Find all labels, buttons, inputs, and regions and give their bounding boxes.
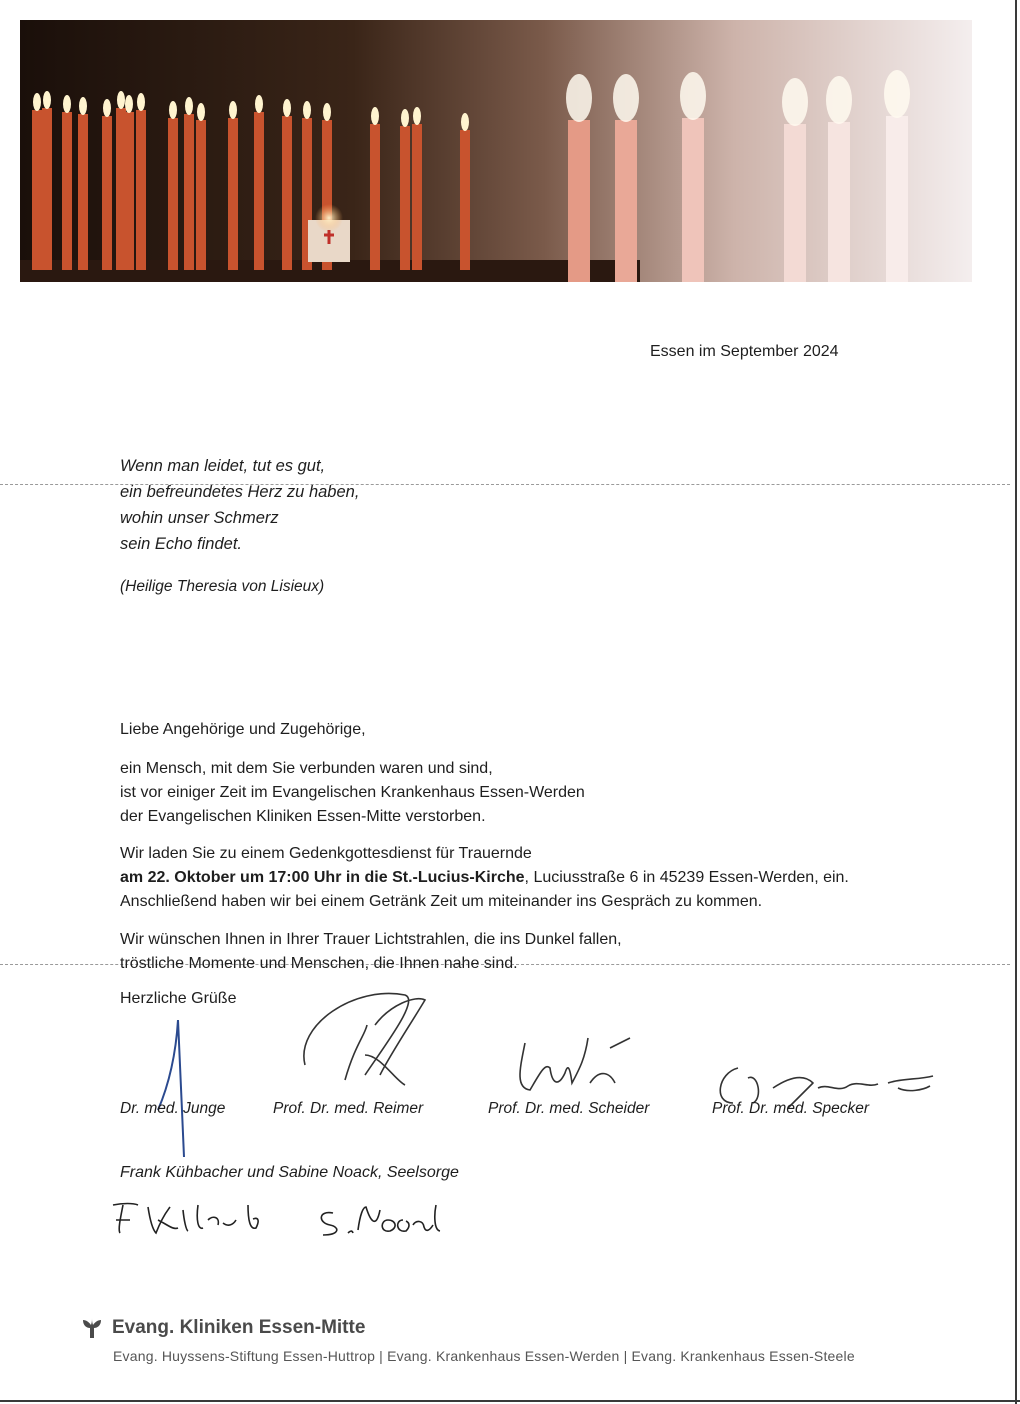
event-address: , Luciusstraße 6 in 45239 Essen-Werden, ein.: [524, 869, 849, 886]
signatory-name: Prof. Dr. med. Reimer: [273, 1100, 424, 1117]
paragraph-line: tröstliche Momente und Menschen, die Ihnen nahe sind.: [120, 955, 518, 972]
signature-scheider-drawing: [510, 1028, 640, 1098]
letter-greeting: Liebe Angehörige und Zugehörige,: [120, 721, 366, 738]
paragraph-line: Anschließend haben wir bei einem Getränk Zeit um miteinander ins Gespräch zu kommen.: [120, 893, 763, 910]
kliniken-logo-icon: [80, 1316, 104, 1340]
candles-header-image: [20, 20, 972, 282]
scan-edge-bottom: [0, 1400, 1020, 1402]
quote-line: Wenn man leidet, tut es gut,: [120, 457, 326, 475]
paragraph-announcement: [120, 757, 585, 829]
chaplains-line: Frank Kühbacher und Sabine Noack, Seelsorge: [120, 1164, 459, 1181]
signatory-name: Prof. Dr. med. Scheider: [488, 1100, 650, 1117]
paragraph-line: Wir wünschen Ihnen in Ihrer Trauer Lichtstrahlen, die ins Dunkel fallen,: [120, 931, 622, 948]
paragraph-line: ein Mensch, mit dem Sie verbunden waren und sind,: [120, 760, 493, 777]
clinic-logo: [80, 1316, 365, 1340]
footer-institutions: Evang. Huyssens-Stiftung Essen-Huttrop | Evang. Krankenhaus Essen-Werden | Evang. Krankenhaus Essen-Steele: [113, 1348, 855, 1364]
quote-line: sein Echo findet.: [120, 535, 242, 553]
paragraph-line: Wir laden Sie zu einem Gedenkgottesdienst für Trauernde: [120, 845, 532, 862]
paragraph-invitation: [120, 842, 849, 914]
quote-line: wohin unser Schmerz: [120, 509, 279, 527]
quote-block: [120, 453, 359, 557]
logo-text: Evang. Kliniken Essen-Mitte: [112, 1317, 366, 1338]
paragraph-line: der Evangelischen Kliniken Essen-Mitte verstorben.: [120, 808, 486, 825]
quote-line: ein befreundetes Herz zu haben,: [120, 483, 360, 501]
signatory-name: Prof. Dr. med. Specker: [712, 1100, 870, 1117]
paragraph-line: [120, 866, 849, 890]
closing-greeting: Herzliche Grüße: [120, 990, 237, 1007]
signature-reimer-drawing: [295, 985, 435, 1095]
quote-source: (Heilige Theresia von Lisieux): [120, 578, 325, 595]
paragraph-wishes: [120, 928, 622, 976]
date-line: Essen im September 2024: [650, 343, 839, 360]
signatory-name: Dr. med. Junge: [120, 1100, 226, 1117]
signature-junge-drawing: [140, 1012, 200, 1162]
chaplain-signatures-drawing: [108, 1195, 448, 1240]
paragraph-line: ist vor einiger Zeit im Evangelischen Krankenhaus Essen-Werden: [120, 784, 585, 801]
event-date-time-place: am 22. Oktober um 17:00 Uhr in die St.-Lucius-Kirche: [120, 869, 525, 886]
scan-edge-right: [1015, 0, 1017, 1404]
